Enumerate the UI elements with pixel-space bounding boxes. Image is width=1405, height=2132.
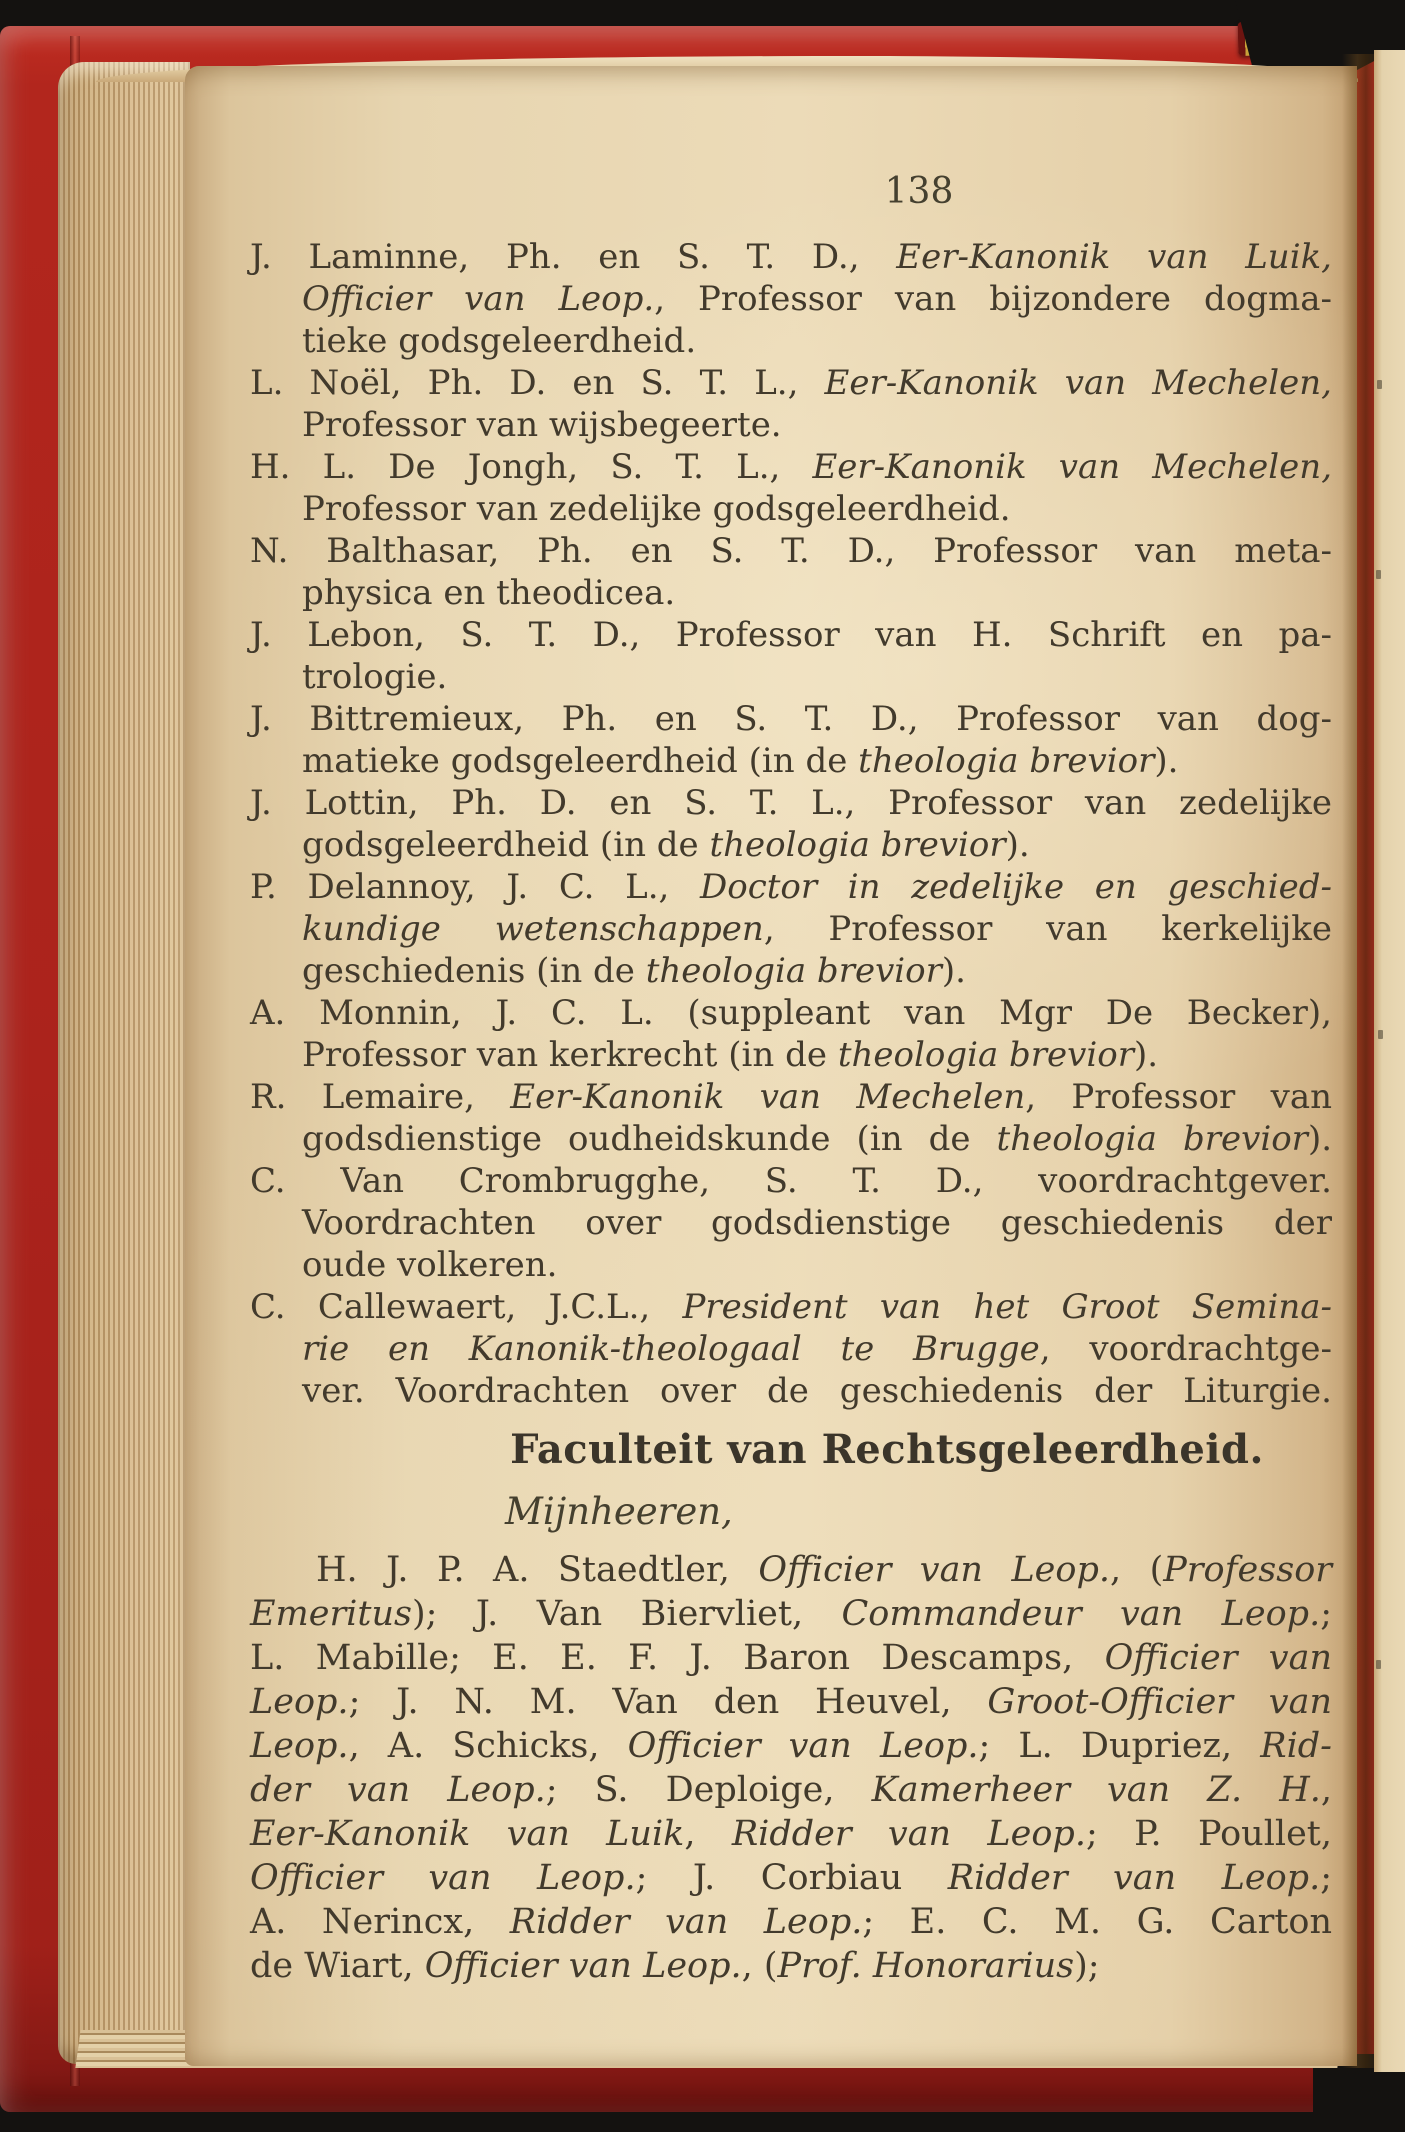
italic-text-segment: theologia brevior bbox=[709, 825, 1006, 865]
italic-text-segment: rie en Kanonik-theologaal te Brugge bbox=[302, 1329, 1040, 1369]
text-line bbox=[250, 1160, 1332, 1202]
text-line bbox=[250, 950, 1332, 992]
text-segment: godsdienstige oudheidskunde (in de bbox=[302, 1119, 997, 1159]
italic-text-segment: Officier van Leop. bbox=[250, 1858, 636, 1898]
text-segment: A. Monnin, J. C. L. (suppleant van Mgr De Becker), bbox=[250, 993, 1332, 1033]
text-segment: R. Lemaire, bbox=[250, 1077, 511, 1117]
text-segment: , bbox=[1320, 1770, 1333, 1810]
italic-text-segment: Officier van bbox=[1104, 1638, 1332, 1678]
text-segment: tieke godsgeleerdheid. bbox=[302, 321, 697, 361]
italic-text-segment: Officier van Leop. bbox=[627, 1726, 979, 1766]
text-line bbox=[250, 1370, 1332, 1412]
text-line bbox=[250, 362, 1332, 404]
text-line bbox=[250, 572, 1332, 614]
italic-text-segment: Eer-Kanonik van Mechelen, bbox=[824, 363, 1332, 403]
italic-text-segment: Prof. Honorarius bbox=[777, 1946, 1075, 1986]
text-segment: C. Callewaert, J.C.L., bbox=[250, 1287, 683, 1327]
text-line bbox=[250, 698, 1332, 740]
text-segment: P. Delannoy, J. C. L., bbox=[250, 867, 700, 907]
text-line bbox=[250, 740, 1332, 782]
italic-text-segment: Doctor in zedelijke en geschied- bbox=[699, 867, 1332, 907]
italic-text-segment: theologia brevior bbox=[645, 951, 942, 991]
text-segment: L. Mabille; E. E. F. J. Baron Descamps, bbox=[250, 1638, 1105, 1678]
text-segment: J. Lottin, Ph. D. en S. T. L., Professor van zedelijke bbox=[250, 783, 1332, 823]
text-segment: ); J. Van Biervliet, bbox=[411, 1594, 842, 1634]
text-line bbox=[250, 1118, 1332, 1160]
text-line bbox=[250, 1856, 1332, 1900]
italic-text-segment: Officier van Leop. bbox=[302, 279, 655, 319]
theology-professor-list bbox=[250, 236, 1332, 1412]
text-segment: Professor van zedelijke godsgeleerdheid. bbox=[302, 489, 1011, 529]
text-line bbox=[250, 404, 1332, 446]
italic-text-segment: Ridder van Leop. bbox=[947, 1858, 1321, 1898]
text-line bbox=[250, 320, 1332, 362]
ink-speck bbox=[1376, 1660, 1381, 1669]
italic-text-segment: Emeritus bbox=[250, 1594, 412, 1634]
italic-text-segment: theologia brevior bbox=[996, 1119, 1308, 1159]
text-segment: C. Van Crombrugghe, S. T. D., voordrachtgever. bbox=[250, 1161, 1332, 1201]
text-segment: ; bbox=[1320, 1594, 1332, 1634]
text-segment: A. Nerincx, bbox=[250, 1902, 510, 1942]
text-line bbox=[250, 782, 1332, 824]
page-stack-fore-edge bbox=[58, 62, 190, 2064]
text-line bbox=[250, 1244, 1332, 1286]
text-segment: oude volkeren. bbox=[302, 1245, 558, 1285]
text-segment: , voordrachtge- bbox=[1039, 1329, 1333, 1369]
gutter-shadow bbox=[1342, 54, 1376, 2068]
text-segment: J. Bittremieux, Ph. en S. T. D., Professor van dog- bbox=[250, 699, 1332, 739]
italic-text-segment: Ridder van Leop. bbox=[509, 1902, 863, 1942]
book-page bbox=[185, 66, 1357, 2066]
text-line bbox=[250, 530, 1332, 572]
text-line bbox=[250, 1548, 1332, 1592]
italic-text-segment: kundige wetenschappen bbox=[302, 909, 764, 949]
text-segment: J. Lebon, S. T. D., Professor van H. Schrift en pa- bbox=[250, 615, 1332, 655]
italic-text-segment: Commandeur van Leop. bbox=[841, 1594, 1321, 1634]
text-segment: , ( bbox=[741, 1946, 778, 1986]
text-segment: ; J. Corbiau bbox=[635, 1858, 948, 1898]
italic-text-segment: Rid- bbox=[1260, 1726, 1332, 1766]
italic-text-segment: Ridder van Leop. bbox=[731, 1814, 1086, 1854]
text-line bbox=[250, 1636, 1332, 1680]
text-segment: physica en theodicea. bbox=[302, 573, 676, 613]
text-segment: trologie. bbox=[302, 657, 448, 697]
salutation: Mijnheeren, bbox=[505, 1490, 733, 1533]
italic-text-segment: Eer-Kanonik van Mechelen bbox=[510, 1077, 1026, 1117]
text-line bbox=[250, 1944, 1332, 1988]
text-segment: ver. Voordrachten over de geschiedenis der Liturgie. bbox=[302, 1371, 1332, 1411]
text-line bbox=[250, 1724, 1332, 1768]
text-segment: H. J. P. A. Staedtler, bbox=[316, 1550, 759, 1590]
italic-text-segment: Leop. bbox=[250, 1726, 349, 1766]
text-line bbox=[250, 1202, 1332, 1244]
italic-text-segment: theologia brevior bbox=[837, 1035, 1134, 1075]
ink-speck bbox=[1377, 380, 1382, 389]
text-segment: de Wiart, bbox=[250, 1946, 425, 1986]
text-segment: J. Laminne, Ph. en S. T. D., bbox=[250, 237, 897, 277]
italic-text-segment: Officier van Leop. bbox=[424, 1946, 742, 1986]
text-line bbox=[250, 824, 1332, 866]
text-segment: ; E. C. M. G. Carton bbox=[862, 1902, 1332, 1942]
italic-text-segment: President van het Groot Semina- bbox=[682, 1287, 1332, 1327]
text-segment: ). bbox=[941, 951, 966, 991]
text-segment: Professor van wijsbegeerte. bbox=[302, 405, 782, 445]
text-segment: , bbox=[684, 1814, 732, 1854]
text-line bbox=[250, 1034, 1332, 1076]
text-segment: Voordrachten over godsdienstige geschiedenis der bbox=[302, 1203, 1332, 1243]
italic-text-segment: Kamerheer van Z. H. bbox=[871, 1770, 1321, 1810]
italic-text-segment: Eer-Kanonik van Mechelen, bbox=[812, 447, 1332, 487]
text-line bbox=[250, 1900, 1332, 1944]
text-line bbox=[250, 614, 1332, 656]
text-line bbox=[250, 1286, 1332, 1328]
text-segment: geschiedenis (in de bbox=[302, 951, 646, 991]
text-line bbox=[250, 236, 1332, 278]
text-segment: godsgeleerdheid (in de bbox=[302, 825, 710, 865]
law-faculty-heading: Faculteit van Rechtsgeleerdheid. bbox=[510, 1426, 1264, 1473]
text-line bbox=[250, 446, 1332, 488]
text-line bbox=[250, 908, 1332, 950]
text-segment: ; S. Deploige, bbox=[545, 1770, 872, 1810]
text-line bbox=[250, 1328, 1332, 1370]
italic-text-segment: Professor bbox=[1163, 1550, 1332, 1590]
text-segment: matieke godsgeleerdheid (in de bbox=[302, 741, 859, 781]
text-line bbox=[250, 656, 1332, 698]
text-line bbox=[250, 992, 1332, 1034]
ink-speck bbox=[1376, 570, 1381, 579]
text-line bbox=[250, 1076, 1332, 1118]
italic-text-segment: Leop. bbox=[250, 1682, 349, 1722]
text-segment: , Professor van kerkelijke bbox=[763, 909, 1333, 949]
text-segment: , Professor van bijzondere dogma- bbox=[654, 279, 1332, 319]
page-number: 138 bbox=[884, 171, 954, 212]
text-line bbox=[250, 1680, 1332, 1724]
text-segment: ). bbox=[1154, 741, 1179, 781]
italic-text-segment: Groot-Officier van bbox=[987, 1682, 1332, 1722]
text-line bbox=[250, 488, 1332, 530]
text-segment: Professor van kerkrecht (in de bbox=[302, 1035, 838, 1075]
text-segment: ; bbox=[1320, 1858, 1333, 1898]
law-faculty-paragraph bbox=[250, 1548, 1332, 1988]
text-segment: L. Noël, Ph. D. en S. T. L., bbox=[250, 363, 825, 403]
italic-text-segment: Eer-Kanonik van Luik bbox=[250, 1814, 685, 1854]
text-segment: ). bbox=[1133, 1035, 1159, 1075]
italic-text-segment: Officier van Leop. bbox=[758, 1550, 1110, 1590]
next-page-sliver bbox=[1374, 50, 1405, 2072]
text-segment: , Professor van bbox=[1025, 1077, 1332, 1117]
text-line bbox=[250, 866, 1332, 908]
text-line bbox=[250, 1592, 1332, 1636]
text-segment: ; J. N. M. Van den Heuvel, bbox=[348, 1682, 988, 1722]
text-segment: ; P. Poullet, bbox=[1085, 1814, 1332, 1854]
ink-speck bbox=[1378, 1030, 1383, 1039]
text-line bbox=[250, 1812, 1332, 1856]
text-segment: , ( bbox=[1110, 1550, 1164, 1590]
text-segment: H. L. De Jongh, S. T. L., bbox=[250, 447, 813, 487]
text-segment: N. Balthasar, Ph. en S. T. D., Professor van meta- bbox=[250, 531, 1332, 571]
text-line bbox=[250, 1768, 1332, 1812]
text-segment: ; L. Dupriez, bbox=[978, 1726, 1261, 1766]
italic-text-segment: theologia brevior bbox=[858, 741, 1155, 781]
text-segment: ). bbox=[1307, 1119, 1333, 1159]
text-segment: ); bbox=[1074, 1946, 1100, 1986]
text-segment: , A. Schicks, bbox=[348, 1726, 628, 1766]
text-line bbox=[250, 278, 1332, 320]
italic-text-segment: Eer-Kanonik van Luik, bbox=[896, 237, 1332, 277]
italic-text-segment: der van Leop. bbox=[250, 1770, 546, 1810]
text-segment: ). bbox=[1005, 825, 1030, 865]
